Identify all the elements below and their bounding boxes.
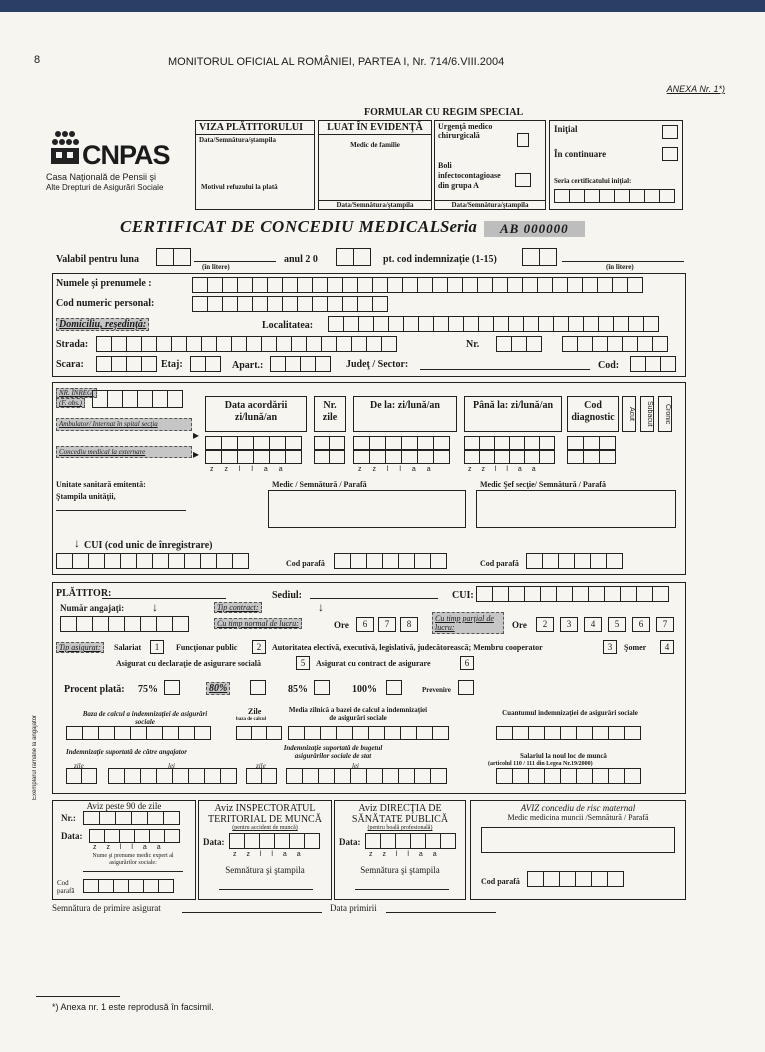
days-cells-1[interactable] [314,436,345,450]
maternal-risk-sign-box[interactable] [481,827,675,853]
employer-lei-label: lei [168,762,175,770]
col-until [464,396,562,432]
indemnity-code-cells[interactable] [522,248,557,266]
employee-code[interactable]: 1 [150,640,164,654]
daily-average-label: Media zilnică a bazei de calcul a indemnizaţiei de asigurări sociale [288,706,428,722]
employees-label: Număr angajaţi: [60,603,125,613]
calculation-base-label: Baza de calcul a indemnizaţiei de asigurări sociale [82,710,208,726]
part-time-label: Cu timp parţial de lucru: [432,612,504,634]
new-salary-label: Salariul la noul loc de muncă [520,752,607,760]
maternal-risk-stamp-label: Cod parafă [481,877,520,886]
doctor-sign-box[interactable] [268,490,466,528]
itm-date-cells[interactable] [229,833,320,849]
date-granted-cells-2[interactable] [205,450,302,464]
budget-days-cells[interactable] [246,768,277,784]
infectious-checkbox[interactable] [515,173,531,187]
floor-cells[interactable] [190,356,221,372]
col-days-label: Nr. zile [322,400,338,423]
dsp-date-label: Data: [339,837,361,847]
prevention-label: Prevenire [422,686,451,694]
budget-lei-cells[interactable] [286,768,447,784]
col-date-granted-label: Data acordării zi/lună/an [224,400,288,423]
part-hours-6[interactable]: 6 [632,617,650,632]
ambulatory-label: Ambulator/ Internat în spital secţia [56,418,192,431]
arrow-down-icon: ↓ [152,600,158,614]
urgency-label: Urgenţă medico chirurgicală [438,122,493,140]
dsp-date-cells[interactable] [365,833,456,849]
hours-label: Ore [334,620,349,630]
unit-cui-cells[interactable] [56,553,249,569]
diagnostic-cells-1[interactable] [567,436,616,450]
employee-label: Salariat [114,643,142,652]
unemployed-code[interactable]: 4 [660,640,674,654]
number-label: Nr. [466,339,480,350]
aviz-90-title: Aviz peste 90 de zile [83,801,165,812]
dsp-title: Aviz DIRECŢIA DE SĂNĂTATE PUBLICĂ [351,803,449,825]
scan-bar [0,0,765,12]
page-number: 8 [34,54,41,66]
itm-box [198,800,332,900]
employer-days-cells[interactable] [66,768,97,784]
receipt-signature-label: Semnătura de primire asigurat [52,903,161,913]
registration-label: NR. ÎNREG. [56,388,97,398]
initial-series-cells[interactable] [554,189,675,203]
budget-days-label: zile [256,762,266,770]
locality-label: Localitatea: [262,320,314,331]
date-marks-3: z z l l a a [468,466,536,473]
hours-option-6[interactable]: 6 [356,617,374,632]
urgency-sign-label: Data/Semnătura/ştampila [435,200,545,209]
apartment-cells[interactable] [270,356,331,372]
locality-cells[interactable] [328,316,659,332]
daily-average-cells[interactable] [288,726,449,740]
col-acute: Acut [622,396,636,432]
page-header: MONITORUL OFICIAL AL ROMÂNIEI, PARTEA I, Nr. 714/6.VIII.2004 [168,56,505,68]
itm-sub: (pentru accident de muncă) [232,825,298,831]
budget-indemnity-label: Indemnizaţie suportată de bugetul asigurărilor sociale de stat [283,744,383,760]
unemployed-label: Şomer [624,643,647,652]
doctor-stamp-code-label: Cod parafă [286,559,325,568]
hours-label-2: Ore [512,620,527,630]
staircase-cells[interactable] [96,356,157,372]
itm-date-label: Data: [203,837,225,847]
county-label: Judeţ / Sector: [346,359,409,370]
postal-code-cells[interactable] [630,356,676,372]
base-days-cells[interactable] [236,726,282,740]
apartment-label: Apart.: [232,360,264,371]
registered-box [318,120,432,210]
valid-year-cells[interactable] [336,248,371,266]
col-subacute: Subacut [640,396,654,432]
col-date-granted [205,396,307,432]
percent-80-checkbox[interactable] [250,680,266,695]
col-chronic: Cronic [658,396,672,432]
chief-doctor-box[interactable] [476,490,676,528]
aviz-90-stamp-label: Cod parafă [57,879,75,895]
indemnity-amount-cells[interactable] [496,726,641,740]
series-value: AB 000000 [484,221,585,237]
part-hours-2[interactable]: 2 [536,617,554,632]
employer-days-label: zile [74,762,84,770]
itm-date-marks: z z l l a a [233,851,301,858]
continuation-label: În continuare [554,149,607,159]
hours-option-7[interactable]: 7 [378,617,396,632]
maternal-risk-title: AVIZ concediu de risc maternal [520,803,636,813]
initial-checkbox[interactable] [662,125,678,139]
days-label: Zile [248,707,262,716]
residence-label: Domiciliu, reşedinţă: [56,318,149,331]
insurance-contract-code[interactable]: 6 [460,656,474,670]
discharge-label: Concediu medical la externare [56,446,192,458]
from-cells-1[interactable] [353,436,450,450]
payer-label: PLĂTITOR: [56,588,112,599]
employees-cells[interactable] [60,616,189,632]
col-until-label: Până la: zi/lună/an [472,400,553,411]
floor-label: Etaj: [161,359,183,370]
cnp-cells[interactable] [192,296,388,312]
annex-label: ANEXA Nr. 1*) [666,84,725,94]
urgency-checkbox[interactable] [517,133,529,147]
infectious-label: Boli infectocontagioase din grupa A [438,161,501,190]
col-from [353,396,457,432]
percent-100-checkbox[interactable] [386,680,402,695]
dsp-sub: (pentru boală profesională) [367,825,433,831]
unit-stamp-label: Ştampila unităţii, [56,492,116,501]
col-from-label: De la: zi/lună/an [369,400,440,411]
logo-text: CNPAS [82,140,170,170]
logo-line2: Alte Drepturi de Asigurări Sociale [46,183,164,192]
part-hours-4[interactable]: 4 [584,617,602,632]
observation-label: (F. obs.) [56,398,85,408]
month-words-label: (în litere) [202,263,230,271]
headquarters-label: Sediul: [272,590,303,601]
article-label: (articolul 110 / 111 din Legea Nr.19/2000) [488,761,593,767]
declaration-label: Asigurat cu declaraţie de asigurare socială [116,659,261,668]
col-diagnostic-label: Cod diagnostic [571,400,615,423]
chief-doctor-label: Medic Şef secţie/ Semnătură / Parafă [480,480,606,489]
urgency-box [434,120,546,210]
days-cells-2[interactable] [314,450,345,464]
valid-month-label: Valabil pentru luna [56,254,139,265]
dsp-date-marks: z z l l a a [369,851,437,858]
street-cells[interactable] [96,336,397,352]
extra-cells[interactable] [562,336,668,352]
percent-100-label: 100% [352,684,377,695]
aviz-90-date-label: Data: [61,831,83,841]
dsp-sign-label: Semnătura şi ştampila [360,865,440,875]
margin-note: Exemplarul rămâne la angajator [32,714,38,800]
employer-indemnity-label: Indemnizaţie suportată de către angajator [66,748,187,756]
until-cells-1[interactable] [464,436,555,450]
civil-servant-label: Funcţionar public [176,643,238,652]
chief-stamp-code-label: Cod parafă [480,559,519,568]
percent-85-checkbox[interactable] [314,680,330,695]
diagnostic-cells-2[interactable] [567,450,616,464]
aviz-90-nr-label: Nr.: [61,813,76,823]
col-diagnostic [567,396,619,432]
certificate-title: CERTIFICAT DE CONCEDIU MEDICAL [120,217,441,236]
registration-cells[interactable] [92,390,183,408]
maternal-risk-stamp-cells[interactable] [527,871,624,887]
col-days [314,396,346,432]
full-time-label: Cu timp normal de lucru: [214,618,302,629]
series-label: Seria [440,217,477,236]
valid-month-cells[interactable] [156,248,191,266]
maternal-risk-box [470,800,686,900]
part-hours-5[interactable]: 5 [608,617,626,632]
valid-year-label: anul 2 0 [284,254,318,265]
from-cells-2[interactable] [353,450,450,464]
arrow-right-icon: ▸ [193,447,200,461]
employer-lei-cells[interactable] [108,768,237,784]
footnote: *) Anexa nr. 1 este reprodusă în facsimil. [52,1002,214,1012]
doctor-sign-label: Medic / Semnătură / Parafă [272,480,367,489]
indemnity-code-label: pt. cod indemnizaţie (1-15) [383,254,497,265]
name-cells[interactable] [192,277,643,293]
arrow-down-icon: ↓ [318,600,324,614]
payer-refusal-label: Motivul refuzului la plată [201,183,278,191]
declaration-code[interactable]: 5 [296,656,310,670]
payer-cui-cells[interactable] [476,586,669,602]
issuing-unit-label: Unitate sanitară emitentă: [56,480,146,489]
civil-servant-code[interactable]: 2 [252,640,266,654]
certificate-type-box [549,120,683,210]
date-marks-2: z z l l a a [358,466,431,473]
payer-visa-title: VIZA PLĂTITORULUI [196,121,314,135]
continuation-checkbox[interactable] [662,147,678,161]
authority-code[interactable]: 3 [603,640,617,654]
logo-line1: Casa Naţională de Pensii şi [46,172,157,182]
insurance-contract-label: Asigurat cu contract de asigurare [316,659,431,668]
aviz-90-box [52,800,196,900]
special-form-label: FORMULAR CU REGIM SPECIAL [364,107,524,118]
staircase-label: Scara: [56,359,84,370]
doctor-stamp-code-cells[interactable] [334,553,447,569]
code-words-label: (în litere) [606,263,634,271]
number-cells[interactable] [496,336,542,352]
base-days-label: baza de calcul [236,717,266,722]
date-granted-cells-1[interactable] [205,436,302,450]
contract-type-label: Tip contract: [214,602,262,613]
arrow-right-icon: ▸ [193,428,200,442]
until-cells-2[interactable] [464,450,555,464]
family-doctor-label: Medic de familie [350,141,400,149]
payer-visa-sub: Data/Semnătura/ştampila [199,136,276,144]
insured-type-label: Tip asigurat: [56,642,104,653]
people-icon [50,130,78,164]
initial-series-label: Seria certificatului iniţial: [554,177,632,185]
expert-name-label: Nume şi prenume medic expert al asigurărilor sociale: [92,853,174,866]
calculation-base-cells[interactable] [66,726,211,740]
aviz-90-date-cells[interactable] [89,829,180,843]
postal-code-label: Cod: [598,360,620,371]
itm-sign-label: Semnătura şi ştampila [225,865,305,875]
dsp-box [334,800,466,900]
prevention-checkbox[interactable] [458,680,474,695]
aviz-90-date-marks: z z l l a a [93,844,161,851]
percent-75-checkbox[interactable] [164,680,180,695]
receipt-date-label: Data primirii [330,903,377,913]
arrow-down-icon: ↓ [74,536,80,550]
authority-label: Autoritatea electivă, executivă, legislativă, judecătorească; Membru cooperator [272,643,543,652]
name-label: Numele şi prenumele : [56,278,152,289]
street-label: Strada: [56,339,89,350]
aviz-90-stamp-cells[interactable] [83,879,174,893]
cui-label: CUI (cod unic de înregistrare) [84,540,213,551]
aviz-90-nr-cells[interactable] [83,811,180,825]
new-salary-cells[interactable] [496,768,641,784]
part-hours-3[interactable]: 3 [560,617,578,632]
percent-80-label: 80% [206,682,230,695]
payer-visa-box [195,120,315,210]
cnp-label: Cod numeric personal: [56,298,155,309]
maternal-risk-sub: Medic medicina muncii /Semnătură / Parafă [507,813,649,822]
part-hours-7[interactable]: 7 [656,617,674,632]
hours-option-8[interactable]: 8 [400,617,418,632]
percent-85-label: 85% [288,684,308,695]
itm-title: Aviz INSPECTORATUL TERITORIAL DE MUNCĂ [208,803,322,825]
chief-stamp-code-cells[interactable] [526,553,623,569]
payer-cui-label: CUI: [452,590,474,601]
registered-sign-label: Data/Semnătura/ştampila [319,200,431,209]
budget-lei-label: lei [352,762,359,770]
indemnity-amount-label: Cuantumul indemnizaţiei de asigurări sociale [502,709,638,717]
registered-title: LUAT ÎN EVIDENŢĂ [319,121,431,135]
initial-label: Iniţial [554,124,578,134]
date-marks-1: z z l l a a [210,466,283,473]
payment-percent-label: Procent plată: [64,684,125,695]
percent-75-label: 75% [138,684,158,695]
